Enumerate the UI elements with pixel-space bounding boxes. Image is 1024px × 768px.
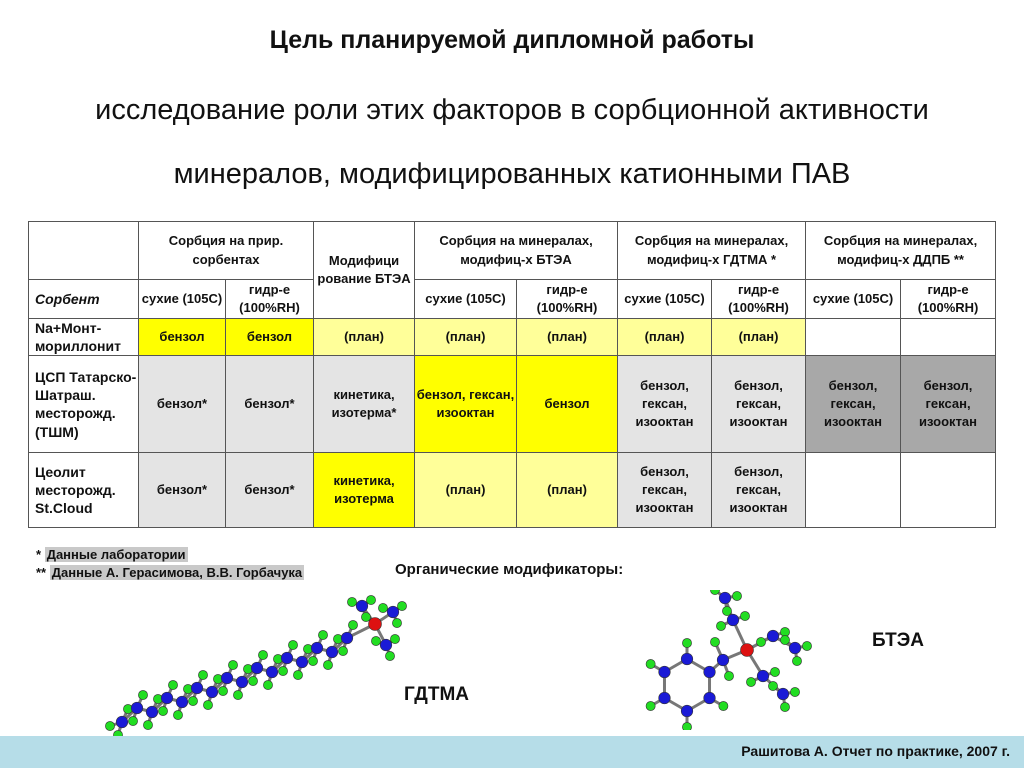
hydrogen-atom — [790, 687, 799, 696]
hydrogen-atom — [780, 635, 789, 644]
carbon-atom — [387, 606, 399, 618]
table-cell — [901, 453, 996, 528]
hydrogen-atom — [143, 720, 152, 729]
hydrogen-atom — [278, 666, 287, 675]
hydrogen-atom — [158, 706, 167, 715]
hydrogen-atom — [348, 620, 357, 629]
carbon-atom — [251, 662, 263, 674]
hydrogen-atom — [361, 612, 370, 621]
table-cell: бензол* — [139, 453, 226, 528]
carbon-atom — [191, 682, 203, 694]
carbon-atom — [681, 705, 693, 717]
carbon-atom — [356, 600, 368, 612]
table-cell — [806, 453, 901, 528]
table-cell: бензол* — [226, 453, 314, 528]
carbon-atom — [161, 692, 173, 704]
hydrogen-atom — [203, 700, 212, 709]
hydrogen-atom — [740, 611, 749, 620]
gdtma-molecule-image — [100, 590, 420, 740]
slide-subtitle-line2: минералов, модифицированных катионными ПАВ — [173, 158, 851, 190]
carbon-atom — [380, 639, 392, 651]
table-row — [29, 453, 996, 528]
header-sorbent: Сорбент — [29, 280, 139, 319]
hydrogen-atom — [732, 591, 741, 600]
btea-molecule-image — [635, 590, 835, 730]
sorption-table — [28, 221, 996, 528]
table-cell: бензол, гексан, изооктан — [901, 356, 996, 453]
row-label: Na+Монт-мориллонит — [29, 319, 139, 356]
footnote-1-text: Данные лаборатории — [46, 547, 186, 562]
header-hydrated: гидр-е (100%RH) — [712, 280, 806, 319]
table-cell: (план) — [517, 453, 618, 528]
carbon-atom — [206, 686, 218, 698]
footer-bar — [0, 736, 1024, 768]
hydrogen-atom — [802, 641, 811, 650]
table-cell: (план) — [415, 319, 517, 356]
carbon-atom — [659, 692, 671, 704]
footnote-2 — [36, 564, 304, 582]
hydrogen-atom — [347, 597, 356, 606]
table-cell: бензол, гексан, изооктан — [415, 356, 517, 453]
hydrogen-atom — [397, 601, 406, 610]
hydrogen-atom — [233, 690, 242, 699]
corner-cell — [29, 222, 139, 280]
hydrogen-atom — [719, 701, 728, 710]
table-cell: (план) — [415, 453, 517, 528]
hydrogen-atom — [138, 690, 147, 699]
carbon-atom — [719, 592, 731, 604]
hydrogen-atom — [168, 680, 177, 689]
hydrogen-atom — [318, 630, 327, 639]
header-hydrated: гидр-е (100%RH) — [901, 280, 996, 319]
hydrogen-atom — [338, 646, 347, 655]
header-natural-sorbents: Сорбция на прир. сорбентах — [139, 222, 314, 280]
row-label: ЦСП Татарско-Шатраш. месторожд. (ТШМ) — [29, 356, 139, 453]
hydrogen-atom — [722, 606, 731, 615]
header-dry: сухие (105С) — [806, 280, 901, 319]
nitrogen-atom — [741, 644, 754, 657]
hydrogen-atom — [198, 670, 207, 679]
carbon-atom — [266, 666, 278, 678]
hydrogen-atom — [366, 595, 375, 604]
hydrogen-atom — [288, 640, 297, 649]
table-cell: бензол — [517, 356, 618, 453]
hydrogen-atom — [724, 671, 733, 680]
hydrogen-atom — [770, 667, 779, 676]
carbon-atom — [131, 702, 143, 714]
hydrogen-atom — [756, 637, 765, 646]
hydrogen-atom — [173, 710, 182, 719]
hydrogen-atom — [371, 636, 380, 645]
footer-text: Рашитова А. Отчет по практике, 2007 г. — [741, 743, 1010, 759]
hydrogen-atom — [308, 656, 317, 665]
carbon-atom — [789, 642, 801, 654]
carbon-atom — [176, 696, 188, 708]
table-cell: бензол, гексан, изооктан — [712, 356, 806, 453]
table-cell: (план) — [712, 319, 806, 356]
footnote-2-marker: ** — [36, 564, 47, 580]
carbon-atom — [704, 692, 716, 704]
slide-title: Цель планируемой дипломной работы — [269, 26, 755, 54]
header-hydrated: гидр-е (100%RH) — [517, 280, 618, 319]
hydrogen-atom — [385, 651, 394, 660]
carbon-atom — [659, 666, 671, 678]
table-cell: кинетика, изотерма — [314, 453, 415, 528]
table-cell: бензол* — [139, 356, 226, 453]
table-cell: бензол, гексан, изооктан — [806, 356, 901, 453]
header-dry: сухие (105С) — [618, 280, 712, 319]
hydrogen-atom — [682, 722, 691, 730]
slide-subtitle-line1: исследование роли этих факторов в сорбционной активности — [95, 94, 929, 126]
hydrogen-atom — [248, 676, 257, 685]
table-cell: бензол, гексан, изооктан — [712, 453, 806, 528]
hydrogen-atom — [716, 621, 725, 630]
carbon-atom — [727, 614, 739, 626]
table-cell — [901, 319, 996, 356]
hydrogen-atom — [390, 634, 399, 643]
carbon-atom — [767, 630, 779, 642]
carbon-atom — [146, 706, 158, 718]
row-label: Цеолит месторожд. St.Cloud — [29, 453, 139, 528]
table-cell: (план) — [314, 319, 415, 356]
hydrogen-atom — [293, 670, 302, 679]
hydrogen-atom — [746, 677, 755, 686]
table-cell: бензол, гексан, изооктан — [618, 356, 712, 453]
header-btea: Сорбция на минералах, модифиц-х БТЭА — [415, 222, 618, 280]
table-row — [29, 319, 996, 356]
hydrogen-atom — [378, 603, 387, 612]
footnote-2-text: Данные А. Герасимова, В.В. Горбачука — [51, 564, 303, 580]
carbon-atom — [311, 642, 323, 654]
hydrogen-atom — [768, 681, 777, 690]
header-ddpb: Сорбция на минералах, модифиц-х ДДПБ ** — [806, 222, 996, 280]
footnotes — [36, 546, 304, 582]
carbon-atom — [326, 646, 338, 658]
carbon-atom — [296, 656, 308, 668]
hydrogen-atom — [128, 716, 137, 725]
carbon-atom — [341, 632, 353, 644]
hydrogen-atom — [263, 680, 272, 689]
header-hydrated: гидр-е (100%RH) — [226, 280, 314, 319]
hydrogen-atom — [646, 701, 655, 710]
carbon-atom — [777, 688, 789, 700]
gdtma-label: ГДТМА — [404, 684, 469, 705]
organic-modifiers-label: Органические модификаторы: — [395, 561, 624, 578]
header-dry: сухие (105С) — [415, 280, 517, 319]
hydrogen-atom — [682, 638, 691, 647]
hydrogen-atom — [188, 696, 197, 705]
footnote-1 — [36, 546, 304, 564]
hydrogen-atom — [710, 637, 719, 646]
footnote-1-marker: * — [36, 547, 42, 562]
hydrogen-atom — [105, 721, 114, 730]
hydrogen-atom — [646, 659, 655, 668]
carbon-atom — [116, 716, 128, 728]
hydrogen-atom — [218, 686, 227, 695]
table-row — [29, 356, 996, 453]
hydrogen-atom — [780, 702, 789, 711]
header-dry: сухие (105С) — [139, 280, 226, 319]
table-cell — [806, 319, 901, 356]
hydrogen-atom — [392, 618, 401, 627]
carbon-atom — [757, 670, 769, 682]
carbon-atom — [236, 676, 248, 688]
table-cell: бензол — [139, 319, 226, 356]
table-cell: бензол — [226, 319, 314, 356]
header-modification: Модифици рование БТЭА — [314, 222, 415, 319]
btea-label: БТЭА — [872, 630, 925, 651]
hydrogen-atom — [258, 650, 267, 659]
hydrogen-atom — [323, 660, 332, 669]
carbon-atom — [717, 654, 729, 666]
carbon-atom — [281, 652, 293, 664]
table-cell: (план) — [517, 319, 618, 356]
hydrogen-atom — [792, 656, 801, 665]
header-gdtma: Сорбция на минералах, модифиц-х ГДТМА * — [618, 222, 806, 280]
hydrogen-atom — [228, 660, 237, 669]
carbon-atom — [221, 672, 233, 684]
carbon-atom — [681, 653, 693, 665]
carbon-atom — [704, 666, 716, 678]
table-cell: кинетика, изотерма* — [314, 356, 415, 453]
table-cell: бензол* — [226, 356, 314, 453]
table-cell: (план) — [618, 319, 712, 356]
nitrogen-atom — [369, 618, 382, 631]
table-cell: бензол, гексан, изооктан — [618, 453, 712, 528]
